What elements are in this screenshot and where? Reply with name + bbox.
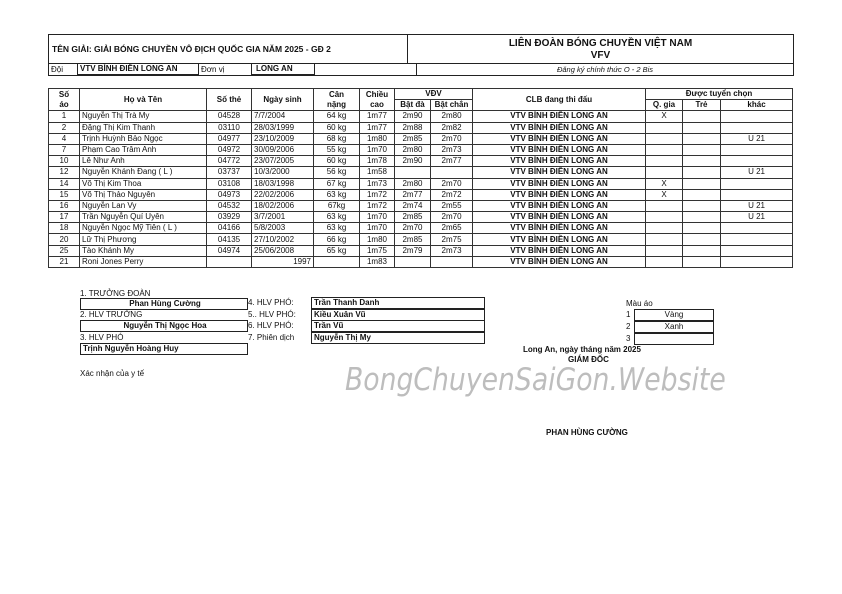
cell-name: Lữ Thị Phương — [80, 234, 207, 245]
cell-weight: 64 kg — [314, 111, 360, 122]
federation-short: VFV — [590, 50, 611, 61]
cell-weight: 60 kg — [314, 156, 360, 167]
cell-no: 17 — [49, 212, 80, 223]
cell-no: 21 — [49, 256, 80, 267]
cell-weight: 66 kg — [314, 234, 360, 245]
cell-youth — [683, 156, 721, 167]
jersey-color-box — [634, 333, 714, 345]
cell-no: 2 — [49, 122, 80, 133]
cell-youth — [683, 245, 721, 256]
head-label: 1. TRƯỞNG ĐOÀN — [80, 289, 151, 298]
cell-name: Nguyễn Thị Trà My — [80, 111, 207, 122]
assist6-name: Trần Vũ — [311, 320, 485, 332]
cell-club: VTV BÌNH ĐIỀN LONG AN — [473, 156, 646, 167]
cell-card: 04135 — [207, 234, 252, 245]
watermark: BongChuyenSaiGon.Website — [345, 362, 726, 398]
cell-national — [646, 212, 683, 223]
cell-weight: 67 kg — [314, 178, 360, 189]
cell-card: 04166 — [207, 223, 252, 234]
cell-youth — [683, 178, 721, 189]
table-row — [49, 245, 793, 256]
jersey-color-no: 2 — [626, 322, 631, 331]
cell-name: Võ Thị Thảo Nguyên — [80, 189, 207, 200]
unit-label: Đơn vị — [201, 65, 225, 74]
col-no-header: Số áo — [49, 89, 80, 111]
cell-club: VTV BÌNH ĐIỀN LONG AN — [473, 212, 646, 223]
cell-youth — [683, 133, 721, 144]
cell-other — [721, 234, 793, 245]
cell-spike: 2m90 — [395, 156, 431, 167]
cell-dob: 22/02/2006 — [252, 189, 314, 200]
cell-block: 2m77 — [431, 156, 473, 167]
cell-dob: 18/02/2006 — [252, 200, 314, 211]
federation-name: LIÊN ĐOÀN BÓNG CHUYỀN VIỆT NAM — [508, 38, 693, 49]
table-row — [49, 133, 793, 144]
cell-card: 03110 — [207, 122, 252, 133]
assist4-name: Trần Thanh Danh — [311, 297, 485, 309]
cell-youth — [683, 167, 721, 178]
cell-spike: 2m80 — [395, 178, 431, 189]
cell-national: X — [646, 178, 683, 189]
cell-dob: 3/7/2001 — [252, 212, 314, 223]
cell-spike: 2m85 — [395, 133, 431, 144]
cell-youth — [683, 256, 721, 267]
cell-card: 04977 — [207, 133, 252, 144]
cell-club: VTV BÌNH ĐIỀN LONG AN — [473, 122, 646, 133]
cell-card: 04972 — [207, 144, 252, 155]
cell-block: 2m70 — [431, 212, 473, 223]
team-label: Đội — [51, 65, 64, 74]
cell-block: 2m82 — [431, 122, 473, 133]
jersey-color-no: 3 — [626, 334, 631, 343]
cell-other: U 21 — [721, 167, 793, 178]
cell-spike: 2m85 — [395, 212, 431, 223]
coach-name: Nguyễn Thị Ngọc Hoa — [80, 320, 248, 332]
cell-dob: 28/03/1999 — [252, 122, 314, 133]
assist3-label: 3. HLV PHÓ — [80, 333, 124, 342]
cell-spike — [395, 256, 431, 267]
cell-block — [431, 167, 473, 178]
cell-youth — [683, 189, 721, 200]
col-other-header: khác — [721, 100, 793, 111]
cell-height: 1m78 — [360, 156, 395, 167]
col-height-header: Chiều cao — [360, 89, 395, 111]
medical-confirmation: Xác nhận của y tế — [80, 369, 145, 378]
cell-national — [646, 122, 683, 133]
cell-club: VTV BÌNH ĐIỀN LONG AN — [473, 178, 646, 189]
cell-club: VTV BÌNH ĐIỀN LONG AN — [473, 223, 646, 234]
cell-other — [721, 122, 793, 133]
cell-spike: 2m79 — [395, 245, 431, 256]
cell-other — [721, 178, 793, 189]
table-row — [49, 167, 793, 178]
header-block — [48, 34, 794, 76]
jersey-color-box: Vàng — [634, 309, 714, 321]
table-row — [49, 111, 793, 122]
col-spike-header: Bật đà — [395, 100, 431, 111]
table-row — [49, 178, 793, 189]
cell-height: 1m73 — [360, 178, 395, 189]
cell-national — [646, 200, 683, 211]
cell-national — [646, 133, 683, 144]
cell-height: 1m70 — [360, 212, 395, 223]
cell-no: 18 — [49, 223, 80, 234]
cell-youth — [683, 144, 721, 155]
cell-no: 7 — [49, 144, 80, 155]
cell-height: 1m77 — [360, 111, 395, 122]
table-row — [49, 234, 793, 245]
cell-name: Lê Như Anh — [80, 156, 207, 167]
cell-no: 12 — [49, 167, 80, 178]
cell-other — [721, 256, 793, 267]
col-club-header: CLB đang thi đấu — [473, 89, 646, 111]
cell-club: VTV BÌNH ĐIỀN LONG AN — [473, 133, 646, 144]
table-row — [49, 212, 793, 223]
cell-national — [646, 256, 683, 267]
cell-block: 2m72 — [431, 189, 473, 200]
cell-national — [646, 144, 683, 155]
cell-weight: 65 kg — [314, 245, 360, 256]
cell-name: Võ Thị Kim Thoa — [80, 178, 207, 189]
cell-spike: 2m74 — [395, 200, 431, 211]
cell-name: Trần Nguyễn Quí Uyên — [80, 212, 207, 223]
cell-youth — [683, 234, 721, 245]
cell-name: Nguyễn Ngọc Mỹ Tiên ( L ) — [80, 223, 207, 234]
cell-dob: 10/3/2000 — [252, 167, 314, 178]
cell-name: Đặng Thị Kim Thanh — [80, 122, 207, 133]
cell-height: 1m58 — [360, 167, 395, 178]
cell-youth — [683, 212, 721, 223]
table-header-row — [49, 89, 793, 100]
cell-spike: 2m77 — [395, 189, 431, 200]
table-row — [49, 256, 793, 267]
cell-block — [431, 256, 473, 267]
cell-weight — [314, 256, 360, 267]
cell-block: 2m75 — [431, 234, 473, 245]
cell-name: Trịnh Huỳnh Bảo Ngọc — [80, 133, 207, 144]
cell-card: 04772 — [207, 156, 252, 167]
cell-no: 15 — [49, 189, 80, 200]
cell-weight: 63 kg — [314, 223, 360, 234]
cell-height: 1m80 — [360, 234, 395, 245]
cell-weight: 63 kg — [314, 212, 360, 223]
assist3-name: Trịnh Nguyễn Hoàng Huy — [80, 343, 248, 355]
cell-dob: 1997 — [252, 256, 314, 267]
cell-no: 20 — [49, 234, 80, 245]
cell-card: 03929 — [207, 212, 252, 223]
cell-other — [721, 156, 793, 167]
cell-weight: 63 kg — [314, 189, 360, 200]
cell-spike: 2m70 — [395, 223, 431, 234]
col-weight-header: Cân nặng — [314, 89, 360, 111]
cell-other — [721, 144, 793, 155]
cell-height: 1m70 — [360, 144, 395, 155]
table-row — [49, 156, 793, 167]
cell-card: 03737 — [207, 167, 252, 178]
assist6-label: 6. HLV PHÓ: — [248, 321, 294, 330]
registration-note: Đăng ký chính thức O - 2 Bis — [556, 65, 654, 74]
table-row — [49, 223, 793, 234]
cell-block: 2m73 — [431, 144, 473, 155]
cell-height: 1m72 — [360, 189, 395, 200]
cell-dob: 7/7/2004 — [252, 111, 314, 122]
table-row — [49, 189, 793, 200]
cell-weight: 55 kg — [314, 144, 360, 155]
col-national-header: Q. gia — [646, 100, 683, 111]
table-row — [49, 200, 793, 211]
interp-label: 7. Phiên dịch — [248, 333, 295, 342]
cell-weight: 60 kg — [314, 122, 360, 133]
jersey-color-box: Xanh — [634, 321, 714, 333]
cell-card: 04532 — [207, 200, 252, 211]
cell-club: VTV BÌNH ĐIỀN LONG AN — [473, 111, 646, 122]
cell-name: Phạm Cao Trâm Anh — [80, 144, 207, 155]
cell-other — [721, 189, 793, 200]
col-selected-header: Được tuyển chọn — [646, 89, 793, 100]
cell-name: Nguyễn Lan Vy — [80, 200, 207, 211]
cell-card: 04528 — [207, 111, 252, 122]
cell-national — [646, 234, 683, 245]
cell-no: 16 — [49, 200, 80, 211]
col-vdv-header: VĐV — [395, 89, 473, 100]
cell-dob: 5/8/2003 — [252, 223, 314, 234]
cell-block: 2m55 — [431, 200, 473, 211]
col-dob-header: Ngày sinh — [252, 89, 314, 111]
cell-block: 2m70 — [431, 178, 473, 189]
table-row — [49, 144, 793, 155]
header-spacer — [315, 64, 417, 75]
cell-national: X — [646, 111, 683, 122]
cell-name: Roni Jones Perry — [80, 256, 207, 267]
tournament-title: TÊN GIẢI: GIẢI BÓNG CHUYỀN VÔ ĐỊCH QUỐC GIA NĂM 2025 - GĐ 2 — [49, 35, 408, 63]
cell-name: Tào Khánh My — [80, 245, 207, 256]
unit-name: LONG AN — [251, 63, 315, 75]
cell-national: X — [646, 189, 683, 200]
cell-name: Nguyễn Khánh Đang ( L ) — [80, 167, 207, 178]
federation-block — [408, 35, 793, 63]
director-title: GIÁM ĐỐC — [568, 355, 609, 364]
cell-dob: 30/09/2006 — [252, 144, 314, 155]
col-block-header: Bật chắn — [431, 100, 473, 111]
table-row — [49, 122, 793, 133]
cell-other: U 21 — [721, 200, 793, 211]
cell-youth — [683, 200, 721, 211]
cell-other: U 21 — [721, 212, 793, 223]
cell-height: 1m83 — [360, 256, 395, 267]
col-name-header: Họ và Tên — [80, 89, 207, 111]
jersey-colors-title: Màu áo — [626, 299, 653, 308]
cell-other — [721, 245, 793, 256]
cell-club: VTV BÌNH ĐIỀN LONG AN — [473, 144, 646, 155]
head-name: Phan Hùng Cường — [80, 298, 248, 310]
assist5-name: Kiều Xuân Vũ — [311, 309, 485, 321]
cell-spike — [395, 167, 431, 178]
cell-block: 2m73 — [431, 245, 473, 256]
cell-card: 04974 — [207, 245, 252, 256]
cell-dob: 18/03/1998 — [252, 178, 314, 189]
assist4-label: 4. HLV PHÓ: — [248, 298, 294, 307]
col-youth-header: Trẻ — [683, 100, 721, 111]
cell-height: 1m80 — [360, 133, 395, 144]
cell-block: 2m80 — [431, 111, 473, 122]
cell-club: VTV BÌNH ĐIỀN LONG AN — [473, 167, 646, 178]
cell-block: 2m65 — [431, 223, 473, 234]
director-name: PHAN HÙNG CƯỜNG — [546, 428, 628, 437]
cell-club: VTV BÌNH ĐIỀN LONG AN — [473, 234, 646, 245]
cell-weight: 67kg — [314, 200, 360, 211]
cell-weight: 56 kg — [314, 167, 360, 178]
cell-dob: 23/10/2009 — [252, 133, 314, 144]
cell-club: VTV BÌNH ĐIỀN LONG AN — [473, 245, 646, 256]
cell-dob: 25/06/2008 — [252, 245, 314, 256]
roster-table — [48, 88, 793, 268]
col-card-header: Số thẻ — [207, 89, 252, 111]
roster-body — [49, 111, 793, 268]
cell-national — [646, 156, 683, 167]
cell-other — [721, 111, 793, 122]
cell-height: 1m70 — [360, 223, 395, 234]
cell-club: VTV BÌNH ĐIỀN LONG AN — [473, 189, 646, 200]
cell-block: 2m70 — [431, 133, 473, 144]
cell-club: VTV BÌNH ĐIỀN LONG AN — [473, 200, 646, 211]
team-name: VTV BÌNH ĐIỀN LONG AN — [77, 63, 199, 75]
cell-height: 1m75 — [360, 245, 395, 256]
cell-card: 04973 — [207, 189, 252, 200]
cell-card: 03108 — [207, 178, 252, 189]
cell-national — [646, 167, 683, 178]
cell-dob: 27/10/2002 — [252, 234, 314, 245]
cell-card — [207, 256, 252, 267]
cell-club: VTV BÌNH ĐIỀN LONG AN — [473, 256, 646, 267]
cell-other: U 21 — [721, 133, 793, 144]
cell-national — [646, 223, 683, 234]
cell-youth — [683, 111, 721, 122]
cell-spike: 2m80 — [395, 144, 431, 155]
cell-no: 10 — [49, 156, 80, 167]
cell-height: 1m77 — [360, 122, 395, 133]
cell-spike: 2m85 — [395, 234, 431, 245]
cell-weight: 68 kg — [314, 133, 360, 144]
cell-height: 1m72 — [360, 200, 395, 211]
cell-no: 25 — [49, 245, 80, 256]
interp-name: Nguyễn Thị My — [311, 332, 485, 344]
cell-no: 4 — [49, 133, 80, 144]
cell-other — [721, 223, 793, 234]
cell-spike: 2m88 — [395, 122, 431, 133]
cell-no: 14 — [49, 178, 80, 189]
cell-spike: 2m90 — [395, 111, 431, 122]
signature-date: Long An, ngày tháng năm 2025 — [523, 345, 641, 354]
cell-youth — [683, 122, 721, 133]
coach-label: 2. HLV TRƯỞNG — [80, 310, 143, 319]
assist5-label: 5.. HLV PHÓ: — [248, 310, 296, 319]
jersey-color-no: 1 — [626, 310, 631, 319]
cell-national — [646, 245, 683, 256]
cell-dob: 23/07/2005 — [252, 156, 314, 167]
cell-youth — [683, 223, 721, 234]
cell-no: 1 — [49, 111, 80, 122]
